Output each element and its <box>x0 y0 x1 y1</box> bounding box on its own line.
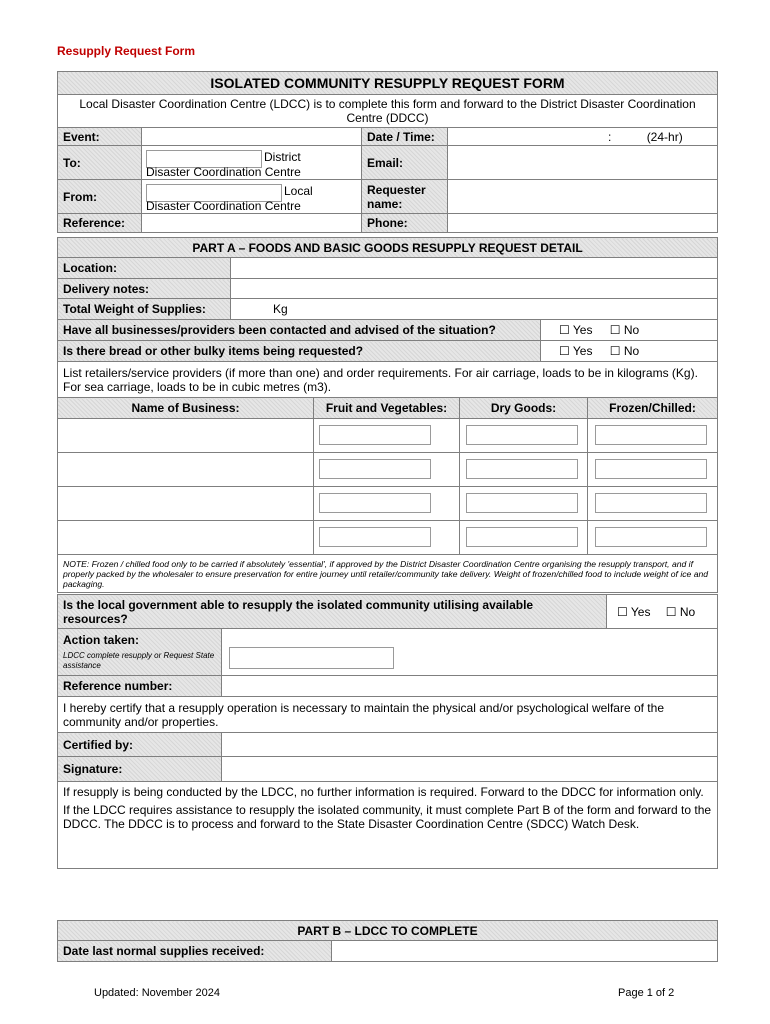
delivery-field[interactable] <box>231 279 718 299</box>
part-a-title: PART A – FOODS AND BASIC GOODS RESUPPLY REQUEST DETAIL <box>58 238 718 258</box>
frozen-input[interactable] <box>595 425 707 445</box>
question-contacted: Have all businesses/providers been contacted and advised of the situation? <box>58 320 541 341</box>
fruit-cell <box>314 487 460 521</box>
contacted-options <box>541 320 718 341</box>
document-title: Resupply Request Form <box>57 44 196 58</box>
form-intro: Local Disaster Coordination Centre (LDCC) is to complete this form and forward to the District Disaster Coordination Centre (DDCC) <box>58 95 718 128</box>
local-yes-checkbox[interactable]: ☐ Yes <box>617 604 651 619</box>
part-a-table <box>57 237 718 398</box>
frozen-input[interactable] <box>595 527 707 547</box>
weight-unit: Kg <box>273 302 288 316</box>
local-no-checkbox[interactable]: ☐ No <box>665 604 696 619</box>
info-ldcc-assistance: If the LDCC requires assistance to resupply the isolated community, it must complete Part B of the form and forward to the DDCC. The DDCC is to process and forward to the State Disaster Coordination Centre (SDCC) Watch Desk. <box>63 803 712 831</box>
footer-updated: Updated: November 2024 <box>94 987 220 999</box>
frozen-cell <box>588 487 718 521</box>
certified-label: Certified by: <box>58 733 222 757</box>
business-table <box>57 397 718 593</box>
requester-label: Requester name: <box>362 180 448 214</box>
requester-field[interactable] <box>448 180 718 214</box>
refnum-field[interactable] <box>222 676 718 697</box>
dry-input[interactable] <box>466 425 578 445</box>
weight-field[interactable] <box>231 299 718 320</box>
question-bulky: Is there bread or other bulky items being requested? <box>58 341 541 362</box>
signature-field[interactable] <box>222 757 718 782</box>
local-resupply-options <box>607 595 718 629</box>
dry-cell <box>460 453 588 487</box>
from-field <box>142 180 362 214</box>
fruit-input[interactable] <box>319 493 431 513</box>
dry-cell <box>460 521 588 555</box>
event-field[interactable] <box>142 128 362 146</box>
reference-field[interactable] <box>142 214 362 233</box>
action-sublabel: LDCC complete resupply or Request State assistance <box>63 651 215 670</box>
business-name-cell[interactable] <box>58 487 314 521</box>
form-title: ISOLATED COMMUNITY RESUPPLY REQUEST FORM <box>58 72 718 95</box>
business-name-cell[interactable] <box>58 419 314 453</box>
to-field <box>142 146 362 180</box>
location-field[interactable] <box>231 258 718 279</box>
to-label: To: <box>58 146 142 180</box>
datetime-colon: : <box>608 129 612 144</box>
frozen-input[interactable] <box>595 493 707 513</box>
frozen-cell <box>588 453 718 487</box>
dry-input[interactable] <box>466 527 578 547</box>
frozen-input[interactable] <box>595 459 707 479</box>
email-field[interactable] <box>448 146 718 180</box>
col-fruit-veg: Fruit and Vegetables: <box>314 398 460 419</box>
part-a-lower-table <box>57 594 718 869</box>
action-label: Action taken: <box>63 633 140 647</box>
datetime-field[interactable] <box>448 128 718 146</box>
event-label: Event: <box>58 128 142 146</box>
contacted-yes-checkbox[interactable]: ☐ Yes <box>559 323 593 337</box>
fruit-cell <box>314 419 460 453</box>
frozen-cell <box>588 419 718 453</box>
fruit-input[interactable] <box>319 527 431 547</box>
phone-field[interactable] <box>448 214 718 233</box>
bulky-no-checkbox[interactable]: ☐ No <box>609 344 640 358</box>
certify-text: I hereby certify that a resupply operation is necessary to maintain the physical and/or psychological welfare of the community and/or properties. <box>58 697 718 733</box>
bulky-options <box>541 341 718 362</box>
from-suffix-2: Disaster Coordination Centre <box>146 199 301 213</box>
to-suffix-1: District <box>264 150 301 164</box>
info-cell <box>58 782 718 869</box>
business-name-cell[interactable] <box>58 453 314 487</box>
datetime-label: Date / Time: <box>362 128 448 146</box>
fruit-cell <box>314 453 460 487</box>
phone-label: Phone: <box>362 214 448 233</box>
to-suffix-2: Disaster Coordination Centre <box>146 165 301 179</box>
part-b-title: PART B – LDCC TO COMPLETE <box>58 921 718 941</box>
location-label: Location: <box>58 258 231 279</box>
footer-page-number: Page 1 of 2 <box>618 987 675 999</box>
datetime-suffix: (24-hr) <box>646 129 683 144</box>
list-instructions: List retailers/service providers (if more than one) and order requirements. For air carriage, loads to be in kilograms (Kg). For sea carriage, loads to be in cubic metres (m3). <box>58 362 718 398</box>
fruit-input[interactable] <box>319 425 431 445</box>
delivery-label: Delivery notes: <box>58 279 231 299</box>
action-field <box>222 629 718 676</box>
certified-field[interactable] <box>222 733 718 757</box>
business-name-cell[interactable] <box>58 521 314 555</box>
fruit-cell <box>314 521 460 555</box>
frozen-food-note: NOTE: Frozen / chilled food only to be carried if absolutely 'essential', if approved by the District Disaster Coordination Centre organising the resupply transport, and if properly packed by the wholesaler to ensure preservation for entire journey until retailer/community take delivery. Weight of frozen/chilled food to include weight of ice and packaging. <box>58 555 718 593</box>
part-b-table <box>57 920 718 962</box>
action-input[interactable] <box>229 647 394 669</box>
dry-cell <box>460 487 588 521</box>
signature-label: Signature: <box>58 757 222 782</box>
dry-cell <box>460 419 588 453</box>
contacted-no-checkbox[interactable]: ☐ No <box>609 323 640 337</box>
fruit-input[interactable] <box>319 459 431 479</box>
reference-label: Reference: <box>58 214 142 233</box>
action-label-cell <box>58 629 222 676</box>
from-suffix-1: Local <box>284 184 313 198</box>
last-supplies-label: Date last normal supplies received: <box>58 941 332 962</box>
email-label: Email: <box>362 146 448 180</box>
from-label: From: <box>58 180 142 214</box>
question-local-resupply: Is the local government able to resupply the isolated community utilising available resources? <box>58 595 607 629</box>
last-supplies-field[interactable] <box>332 941 718 962</box>
refnum-label: Reference number: <box>58 676 222 697</box>
dry-input[interactable] <box>466 493 578 513</box>
col-frozen: Frozen/Chilled: <box>588 398 718 419</box>
bulky-yes-checkbox[interactable]: ☐ Yes <box>559 344 593 358</box>
col-dry-goods: Dry Goods: <box>460 398 588 419</box>
frozen-cell <box>588 521 718 555</box>
weight-label: Total Weight of Supplies: <box>58 299 231 320</box>
col-business: Name of Business: <box>58 398 314 419</box>
header-table <box>57 71 718 233</box>
dry-input[interactable] <box>466 459 578 479</box>
info-ldcc-only: If resupply is being conducted by the LDCC, no further information is required. Forward to the DDCC for information only. <box>63 785 704 799</box>
